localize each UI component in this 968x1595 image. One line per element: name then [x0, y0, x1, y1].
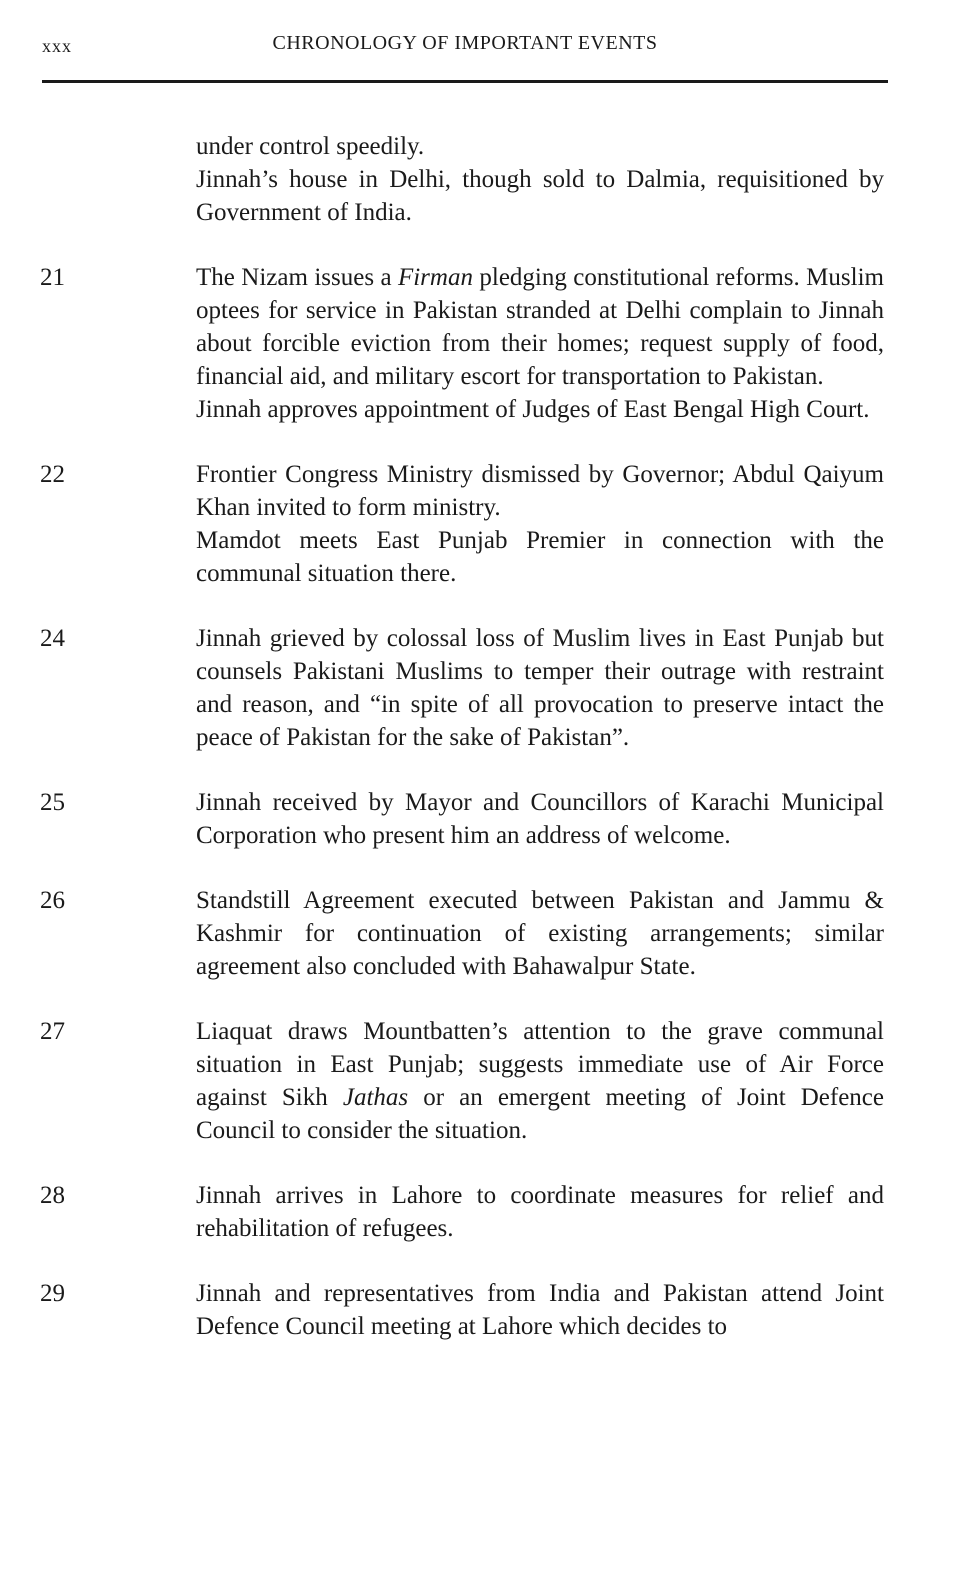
entry-paragraph: [196, 786, 884, 852]
entry-date: 22: [40, 461, 65, 488]
entry-paragraph: [196, 261, 884, 393]
entry-paragraph: [196, 1277, 884, 1343]
text-run: pledging constitutional reforms. Muslim optees for service in Pakistan stranded at Delhi complain to Jinnah about forcible eviction from their homes; request supply of food, financial aid, and military escort for transportation to Pakistan.: [196, 264, 884, 390]
chronology-entry: [0, 884, 968, 983]
text-run: Jinnah and representatives from India and Pakistan attend Joint Defence Council meeting at Lahore which decides to: [196, 1280, 884, 1340]
entry-text: [196, 1179, 884, 1245]
page-header: [42, 30, 888, 70]
entry-text: [196, 884, 884, 983]
chronology-entry: [0, 1277, 968, 1343]
text-run: The Nizam issues a: [196, 264, 398, 291]
entry-date: 25: [40, 789, 65, 816]
chronology-entry: [0, 1179, 968, 1245]
chronology-entry: [0, 130, 968, 229]
entry-paragraph: [196, 1015, 884, 1147]
text-run: or an emergent meeting of Joint Defence Council to consider the situation.: [196, 1084, 884, 1144]
text-run: Liaquat draws Mountbatten’s attention to the grave communal situation in East Punjab; suggests immediate use of Air Force against Sikh: [196, 1018, 884, 1111]
chronology-list: [0, 130, 968, 1375]
entry-paragraph: [196, 458, 884, 524]
entry-text: [196, 261, 884, 426]
entry-paragraph: [196, 1179, 884, 1245]
entry-paragraph: [196, 524, 884, 590]
text-run: Mamdot meets East Punjab Premier in connection with the communal situation there.: [196, 527, 884, 587]
italic-term: Firman: [397, 264, 473, 291]
entry-date: 29: [40, 1280, 65, 1307]
text-run: Jinnah received by Mayor and Councillors of Karachi Municipal Corporation who present him an address of welcome.: [196, 789, 884, 849]
text-run: Jinnah grieved by colossal loss of Muslim lives in East Punjab but counsels Pakistani Muslims to temper their outrage with restraint and reason, and “in spite of all provocation to preserve intact the peace of Pakistan for the sake of Pakistan”.: [196, 625, 884, 751]
text-run: under control speedily.: [196, 133, 425, 160]
entry-paragraph: [196, 884, 884, 983]
italic-term: Jathas: [342, 1084, 409, 1111]
text-run: Frontier Congress Ministry dismissed by Governor; Abdul Qaiyum Khan invited to form ministry.: [196, 461, 884, 521]
text-run: Standstill Agreement executed between Pakistan and Jammu & Kashmir for continuation of existing arrangements; similar agreement also concluded with Bahawalpur State.: [196, 887, 884, 980]
page-number: xxx: [42, 36, 72, 56]
chronology-entry: [0, 1015, 968, 1147]
chronology-entry: [0, 786, 968, 852]
chronology-entry: [0, 458, 968, 590]
entry-text: [196, 786, 884, 852]
entry-text: [196, 458, 884, 590]
text-run: Jinnah approves appointment of Judges of East Bengal High Court.: [196, 396, 870, 423]
running-title: CHRONOLOGY OF IMPORTANT EVENTS: [272, 32, 658, 54]
entry-paragraph: [196, 393, 884, 426]
entry-date: 26: [40, 887, 65, 914]
entry-text: [196, 1277, 884, 1343]
entry-text: [196, 622, 884, 754]
chronology-entry: [0, 261, 968, 426]
entry-date: 27: [40, 1018, 65, 1045]
entry-text: [196, 130, 884, 229]
header-rule: [42, 80, 888, 83]
entry-paragraph: [196, 622, 884, 754]
text-run: Jinnah arrives in Lahore to coordinate measures for relief and rehabilitation of refugees.: [196, 1182, 884, 1242]
entry-text: [196, 1015, 884, 1147]
entry-date: 21: [40, 264, 65, 291]
entry-paragraph: [196, 163, 884, 229]
text-run: Jinnah’s house in Delhi, though sold to Dalmia, requisitioned by Government of India.: [196, 166, 884, 226]
entry-date: 24: [40, 625, 65, 652]
entry-paragraph: [196, 130, 884, 163]
chronology-entry: [0, 622, 968, 754]
entry-date: 28: [40, 1182, 65, 1209]
